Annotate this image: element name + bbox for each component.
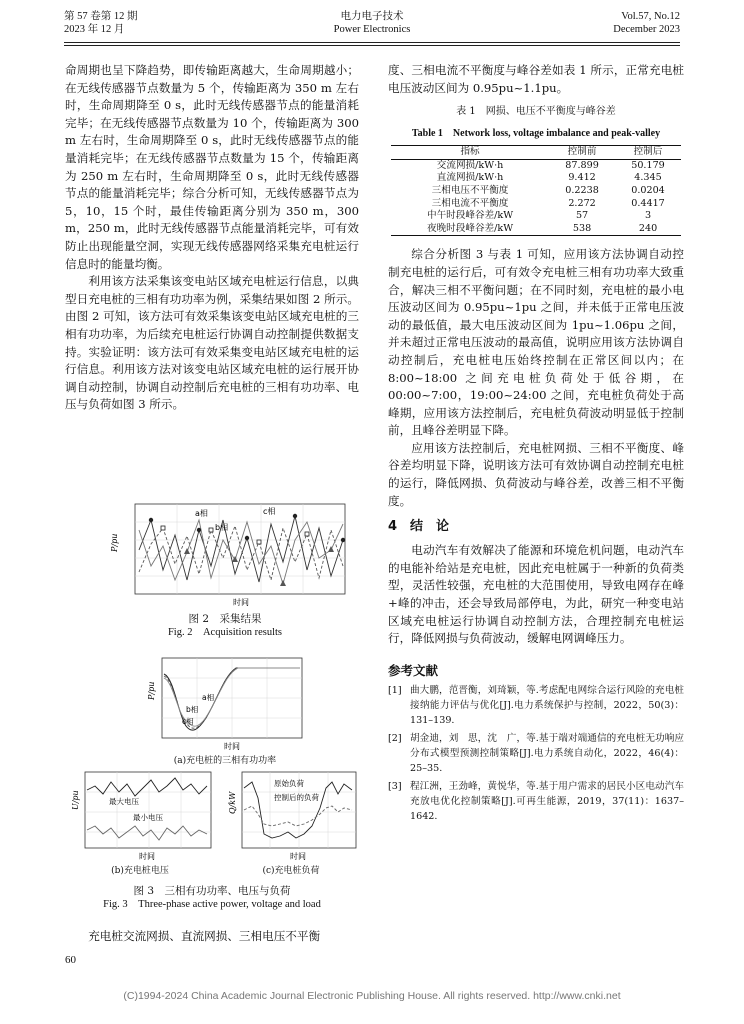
table-cell: 0.2238	[565, 184, 599, 196]
y-axis-label: Q/kW	[228, 791, 237, 814]
table-1-caption-en: Table 1 Network loss, voltage imbalance and peak-valley	[411, 128, 661, 140]
table-row	[391, 172, 681, 185]
table-cell: 57	[575, 210, 589, 222]
table-row	[391, 185, 681, 198]
paragraph: 命周期也呈下降趋势，即传输距离越大，生命周期越小；在无线传感器节点数量为 5 个，传输距离为 350 m 左右时，生命周期降至 0 s，此时无线传感器节点的能量消耗完毕；在无线传感器节点数量为 10 个，传输距离为 300 m 左右时，生命周期降至 0 s，此时无线传感器节点的能量消耗完毕；在无线传感器节点数量为 15 个，传输距离为 250 m 左右时，生命周期降至 0 s，此时无线传感器节点的能量消耗完毕；综合分析可知，无线传感器节点为 5，10，15 个时，最佳传输距离分别为 350 m，300 m，250 m，此时无线传感器节点能量消耗完毕，可有效防止出现能量空洞，实现无线传感器网络采集充电桩运行信息时的能量均衡。	[65, 63, 359, 271]
label-b: b相	[186, 705, 199, 714]
journal-title-cn: 电力电子技术	[340, 11, 404, 22]
x-axis-label: 时间	[224, 742, 240, 751]
volume-issue: 第 57 卷第 12 期	[64, 11, 138, 22]
figure-3c-plot	[222, 768, 360, 864]
figure-3-caption-cn: 图 3 三相有功功率、电压与负荷	[133, 885, 291, 897]
reference-item	[388, 779, 684, 824]
date-cn: 2023 年 12 月	[64, 24, 125, 35]
table-cell: 直流网损/kW·h	[436, 172, 504, 184]
figure-2-caption-cn: 图 2 采集结果	[188, 613, 262, 625]
references-heading: 参考文献	[388, 662, 439, 678]
reference-text: 程江洲，王劲峰，黄悦华，等.基于用户需求的居民小区电动汽车充放电优化控制策略[J].可再生能源，2019，37(11)：1637–1642.	[410, 781, 684, 823]
figure-3b-plot	[65, 768, 215, 864]
table-header-cell: 控制前	[549, 146, 615, 160]
reference-text: 胡金迪，刘 思，沈 广，等.基于端对端通信的充电桩无功响应分布式模型预测控制策略[J].电力系统自动化，2022，46(4)：25–35.	[410, 733, 684, 775]
figure-3a-subcaption: (a)充电桩的三相有功功率	[173, 756, 277, 766]
journal-header	[64, 10, 680, 50]
table-cell: 538	[549, 223, 615, 236]
table-1	[391, 145, 681, 236]
table-header-cell: 控制后	[615, 146, 681, 160]
x-axis-label: 时间	[233, 598, 249, 607]
header-rule	[64, 42, 680, 43]
table-cell: 交流网损/kW·h	[436, 159, 504, 171]
figure-2	[95, 500, 355, 640]
left-column	[65, 62, 359, 414]
table-row	[391, 159, 681, 172]
table-cell: 三相电流不平衡度	[431, 197, 509, 209]
table-row	[391, 198, 681, 211]
label-a: a相	[195, 509, 208, 518]
section-heading: 4 结 论	[388, 519, 450, 535]
label-original: 原始负荷	[274, 779, 304, 788]
right-column	[388, 62, 684, 827]
table-cell: 9.412	[568, 172, 596, 184]
header-right	[613, 10, 680, 36]
reference-number: [2]	[388, 733, 402, 745]
label-b: b相	[215, 523, 229, 532]
table-cell: 87.899	[565, 159, 599, 171]
figure-3c	[222, 768, 360, 878]
y-axis-label: P/pu	[147, 681, 156, 700]
table-row	[391, 223, 681, 236]
paragraph: 度、三相电流不平衡度与峰谷差如表 1 所示，正常充电桩电压波动区间为 0.95pu~1.1pu。	[388, 63, 684, 95]
reference-item	[388, 731, 684, 776]
page-number: 60	[65, 954, 76, 966]
label-controlled: 控制后的负荷	[274, 793, 319, 802]
plot-frame	[135, 504, 345, 594]
copyright-footer: (C)1994-2024 China Academic Journal Electronic Publishing House. All rights reserved. http://www.cnki.net	[123, 990, 621, 1002]
paragraph: 综合分析图 3 与表 1 可知，应用该方法协调自动控制充电桩的运行后，可有效令充电桩三相有功功率大致重合，解决三相不平衡问题；在不同时刻，充电桩的最小电压波动区间为 0.95pu~1pu 之间，并未低于正常电压波动的最低值，最大电压波动区间为 1pu~1.06pu 之间，并未超过正常电压波动的最高值，说明应用该方法协调自动控制后，充电桩电压始终控制在正常区间以内；在 8:00~18:00 之间充电桩负荷处于低谷期，在 00:00~7:00，19:00~24:00 之间，充电桩负荷处于高峰期，应用该方法控制后，充电桩负荷波动明显低于控制前，且峰谷差明显下降。	[388, 247, 684, 438]
y-axis-label: U/pu	[71, 790, 80, 810]
header-center	[64, 10, 680, 36]
figure-3-caption-en: Fig. 3 Three-phase active power, voltage and load	[103, 899, 321, 910]
figure-3-caption	[65, 884, 359, 912]
figure-3a	[140, 654, 310, 768]
table-cell: 夜晚时段峰谷差/kW	[391, 223, 549, 236]
x-axis-label: 时间	[290, 852, 306, 861]
table-cell: 2.272	[568, 197, 596, 209]
figure-3c-subcaption: (c)充电桩负荷	[262, 866, 320, 876]
label-max: 最大电压	[109, 797, 139, 806]
label-c: c相	[182, 717, 194, 726]
paragraph: 应用该方法控制后，充电桩网损、三相不平衡度、峰谷差均明显下降，说明该方法可有效协调自动控制充电桩的运行，降低网损、负荷波动与峰谷差，改善三相不平衡度。	[388, 440, 684, 508]
figure-2-caption-en: Fig. 2 Acquisition results	[167, 627, 283, 638]
label-min: 最小电压	[133, 813, 163, 822]
table-cell: 0.0204	[631, 184, 665, 196]
reference-number: [1]	[388, 685, 402, 697]
reference-number: [3]	[388, 781, 402, 793]
table-cell: 240	[615, 223, 681, 236]
table-cell: 3	[644, 210, 652, 222]
table-cell: 中午时段峰谷差/kW	[427, 210, 514, 222]
figure-3b-subcaption: (b)充电桩电压	[111, 866, 169, 876]
table-cell: 三相电压不平衡度	[431, 184, 509, 196]
table-1-caption-cn: 表 1 网损、电压不平衡度与峰谷差	[456, 106, 616, 118]
date-en: December 2023	[613, 24, 680, 35]
table-cell: 0.4417	[631, 197, 665, 209]
table-row	[391, 210, 681, 223]
volume-en: Vol.57, No.12	[621, 11, 680, 22]
reference-text: 曲大鹏，范晋衡，刘琦颖，等.考虑配电网综合运行风险的充电桩接纳能力评估与优化[J].电力系统保护与控制，2022，50(3)：131–139.	[410, 685, 684, 727]
table-cell: 4.345	[634, 172, 662, 184]
paragraph: 充电桩交流网损、直流网损、三相电压不平衡	[88, 929, 321, 943]
figure-3b	[65, 768, 215, 878]
label-a: a相	[202, 693, 215, 702]
table-header-row	[391, 146, 681, 160]
figure-2-plot	[95, 500, 355, 608]
table-cell: 50.179	[631, 159, 665, 171]
journal-title-en: Power Electronics	[333, 24, 411, 35]
header-rule-thin	[64, 45, 680, 46]
figure-3a-plot	[140, 654, 310, 754]
paragraph: 电动汽车有效解决了能源和环境危机问题，电动汽车的电能补给站是充电桩，因此充电桩属于一种新的负荷类型，灵活性较强，充电桩的大范围使用，导致电网存在峰+峰的冲击，还会导致局部停电，为此，研究一种变电站区域充电桩运行协调自动控制方法，合理控制充电桩运行，降低网损与负荷波动，缓解电网调峰压力。	[388, 543, 684, 646]
paragraph: 利用该方法采集该变电站区域充电桩运行信息，以典型日充电桩的三相有功功率为例，采集结果如图 2 所示。由图 2 可知，该方法可有效采集该变电站区域充电桩的三相有功功率，为后续充电桩运行协调自动控制提供数据支持。实验证明：该方法可有效采集变电站区域充电桩的运行信息。利用该方法对该变电站区域充电桩的运行展开协调自动控制，协调自动控制后充电桩的三相有功功率、电压与负荷如图 3 所示。	[65, 274, 359, 412]
reference-item	[388, 683, 684, 728]
table-header-cell: 指标	[391, 146, 549, 160]
x-axis-label: 时间	[139, 852, 155, 861]
left-column-tail	[65, 928, 359, 946]
label-c: c相	[263, 507, 276, 516]
y-axis-label: P/pu	[110, 533, 119, 552]
